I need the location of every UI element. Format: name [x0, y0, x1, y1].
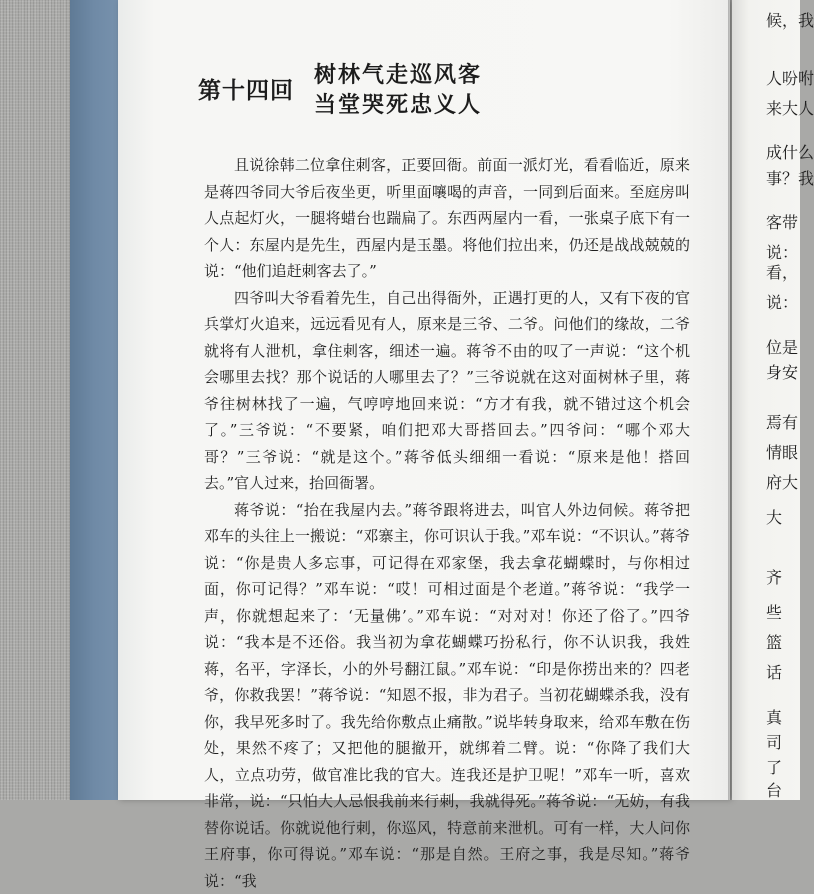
facing-line: 府大	[766, 470, 798, 493]
paragraph: 四爷叫大爷看着先生，自己出得衙外，正遇打更的人，又有下夜的官兵掌灯火追来，远远看见有人，原来是三爷、二爷。问他们的缘故，二爷就将有人泄机，拿住刺客，细述一遍。蒋爷不由的叹了一声说：“这个机会哪里去找？那个说话的人哪里去了？”三爷说就在这对面树林子里，蒋爷往树林找了一遍，气哼哼地回来说：“方才有我，就不错过这个机会了。”三爷说：“不要紧，咱们把邓大哥搭回去。”四爷问：“哪个邓大哥？”三爷说：“就是这个。”蒋爷低头细细一看说：“原来是他！搭回去。”官人过来，抬回衙署。	[204, 285, 690, 497]
facing-line: 焉有	[766, 410, 798, 433]
facing-line: 说：	[766, 290, 798, 313]
facing-line: 位是	[766, 335, 798, 358]
facing-line: 说：	[766, 240, 798, 263]
chapter-number: 第十四回	[198, 72, 294, 105]
chapter-title-line-1: 树林气走巡风客	[314, 58, 482, 89]
facing-line: 成什么	[766, 140, 814, 163]
facing-line: 身安	[766, 360, 798, 383]
facing-line: 些	[766, 600, 782, 623]
facing-line: 看，	[766, 260, 798, 283]
facing-line: 来大人	[766, 96, 814, 119]
facing-line: 司	[766, 730, 782, 753]
facing-line: 情眼	[766, 440, 798, 463]
chapter-title-line-2: 当堂哭死忠义人	[314, 88, 482, 119]
facing-line: 事？我	[766, 166, 814, 189]
facing-line: 台	[766, 778, 782, 801]
facing-line: 篮	[766, 630, 782, 653]
facing-line: 了	[766, 755, 782, 778]
facing-line: 齐	[766, 565, 782, 588]
facing-line: 话	[766, 660, 782, 683]
facing-line: 候，我	[766, 8, 814, 31]
facing-line: 大	[766, 505, 782, 528]
facing-line: 真	[766, 705, 782, 728]
paragraph: 蒋爷说：“抬在我屋内去。”蒋爷跟将进去，叫官人外边伺候。蒋爷把邓车的头往上一搬说：“邓寨主，你可识认于我。”邓车说：“不识认。”蒋爷说：“你是贵人多忘事，可记得在邓家堡，我去拿花蝴蝶时，与你相过面，你可记得？”邓车说：“哎！可相过面是个老道。”蒋爷说：“我学一声，你就想起来了：‘无量佛’。”邓车说：“对对对！你还了俗了。”四爷说：“我本是不还俗。我当初为拿花蝴蝶巧扮私行，你不认识我，我姓蒋，名平，字泽长，小的外号翻江鼠。”邓车说：“印是你捞出来的？四老爷，你救我罢！”蒋爷说：“知恩不报，非为君子。当初花蝴蝶杀我，没有你，我早死多时了。我先给你敷点止痛散。”说毕转身取来，给邓车敷在伤处，果然不疼了；又把他的腿撤开，就绑着二臂。说：“你降了我们大人，立点功劳，做官准比我的官大。连我还是护卫呢！”邓车一听，喜欢非常，说：“只怕大人忌恨我前来行刺，我就得死。”蒋爷说：“无妨，有我替你说话。你就说他行刺，你巡风，特意前来泄机。可有一样，大人问你王府事，你可得说。”邓车说：“那是自然。王府之事，我是尽知。”蒋爷说：“我	[204, 497, 690, 894]
facing-page	[732, 0, 800, 800]
body-text	[204, 152, 690, 894]
facing-line: 人吩咐	[766, 66, 814, 89]
paragraph: 且说徐韩二位拿住刺客，正要回衙。前面一派灯光，看看临近，原来是蒋四爷同大爷后夜坐更，听里面嚷喝的声音，一同到后面来。至庭房叫人点起灯火，一腿将蜡台也踹扁了。东西两屋内一看，一张桌子底下有一个人：东屋内是先生，西屋内是玉墨。将他们拉出来，仍还是战战兢兢的说：“他们追赶刺客去了。”	[204, 152, 690, 285]
facing-line: 客带	[766, 210, 798, 233]
